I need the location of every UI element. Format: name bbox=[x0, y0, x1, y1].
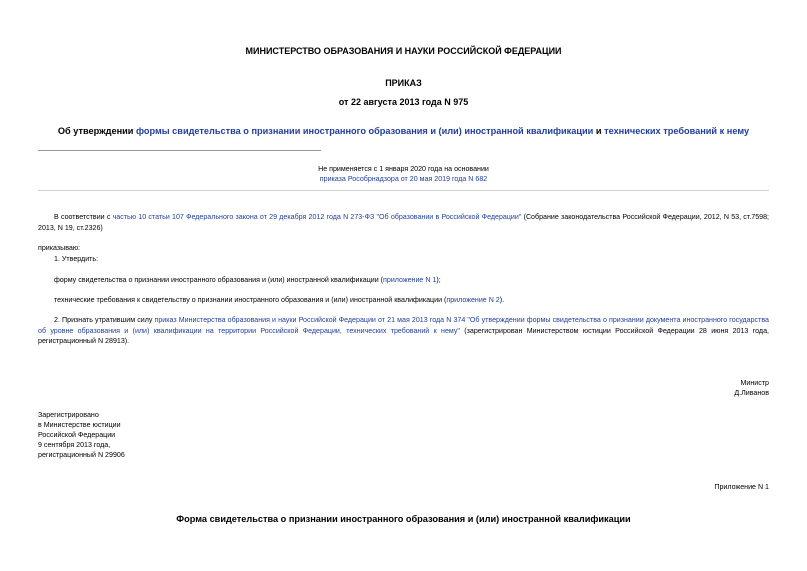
p1-suffix: (Собрание законодательства Российской Федерации, 2012, N 53, ст.7598; 2013, N 19, ст.2326) bbox=[38, 213, 770, 232]
appendix-heading: Форма свидетельства о признании иностранного образования и (или) иностранной квалификации bbox=[176, 514, 631, 524]
p1-law-link[interactable]: частью 10 статьи 107 Федерального закона от 29 декабря 2012 года N 273-ФЗ "Об образовании в Российской Федерации" bbox=[112, 213, 522, 221]
item-2 bbox=[38, 315, 769, 347]
registration-block bbox=[38, 410, 125, 460]
item-tech bbox=[38, 295, 769, 306]
tech-prefix: технические требования к свидетельству о признании иностранного образования и (или) иностранной квалификации ( bbox=[54, 296, 447, 304]
registration-line-4: 9 сентября 2013 года, bbox=[38, 441, 111, 449]
order-date-number: от 22 августа 2013 года N 975 bbox=[338, 97, 469, 107]
title-prefix: Об утверждении bbox=[57, 126, 136, 136]
item-form bbox=[38, 275, 769, 286]
title-divider bbox=[38, 150, 321, 151]
item2-suffix: (зарегистрирован Министерством юстиции Российской Федерации 28 июня 2013 года, регистрационный N 28913). bbox=[38, 326, 769, 346]
appendix-1-link[interactable]: приложение N 1 bbox=[383, 276, 437, 284]
tech-suffix: ). bbox=[499, 296, 505, 304]
registration-line-1: Зарегистрировано bbox=[38, 411, 99, 419]
title-tech-link[interactable]: технических требований к нему bbox=[604, 126, 750, 136]
form-prefix: форму свидетельства о признании иностранного образования и (или) иностранной квалификации ( bbox=[54, 276, 384, 284]
ministry-heading: МИНИСТЕРСТВО ОБРАЗОВАНИЯ И НАУКИ РОССИЙСКОЙ ФЕДЕРАЦИИ bbox=[245, 46, 562, 56]
status-divider bbox=[38, 190, 769, 191]
status-note: Не применяется с 1 января 2020 года на основании bbox=[318, 165, 489, 173]
item-1: 1. Утвердить: bbox=[54, 255, 99, 263]
repealed-order-link[interactable]: приказ Министерства образования и науки Российской Федерации от 21 мая 2013 года N 374 "Об утверждении формы свидетельства о признании документа иностранного государства об уровне образования и (или) квалификации на территории Российской Федерации, технических требований к нему" bbox=[38, 316, 769, 335]
appendix-label: Приложение N 1 bbox=[714, 483, 769, 491]
document-title bbox=[0, 126, 807, 136]
status-link[interactable]: приказа Рособрнадзора от 20 мая 2019 года N 682 bbox=[319, 175, 488, 183]
signature-name: Д.Ливанов bbox=[734, 389, 769, 397]
order-heading: ПРИКАЗ bbox=[385, 78, 422, 88]
title-middle: и bbox=[593, 126, 605, 136]
signature-position: Министр bbox=[740, 379, 769, 387]
form-suffix: ); bbox=[436, 276, 441, 284]
registration-line-2: в Министерстве юстиции bbox=[38, 421, 121, 429]
order-word: приказываю: bbox=[38, 244, 81, 252]
appendix-2-link[interactable]: приложение N 2 bbox=[446, 296, 500, 304]
paragraph-basis bbox=[38, 212, 769, 233]
title-form-link[interactable]: формы свидетельства о признании иностранного образования и (или) иностранной квалификации bbox=[135, 126, 594, 136]
item2-prefix: 2. Признать утратившим силу bbox=[54, 316, 155, 324]
p1-prefix: В соответствии с bbox=[54, 213, 113, 221]
registration-line-3: Российской Федерации bbox=[38, 431, 116, 439]
registration-line-5: регистрационный N 29906 bbox=[38, 451, 125, 459]
status-link-line bbox=[0, 174, 807, 184]
